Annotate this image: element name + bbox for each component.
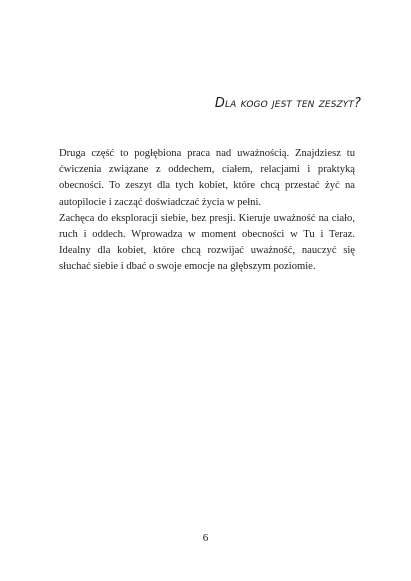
page-number: 6 [202,532,209,544]
body-text [59,146,355,276]
paragraph-2: Zachęca do eksploracji siebie, bez presji. Kieruje uważność na ciało, ruch i oddech. Wprowadza w moment obecności w Tu i Teraz. Idealny dla kobiet, które chcą rozwijać uważność, nauczyć się słuchać siebie i dbać o swoje emocje na głębszym poziomie. [59,212,355,273]
paragraph-1: Druga część to pogłębiona praca nad uważnością. Znajdziesz tu ćwiczenia związane z oddechem, ciałem, relacjami i praktyką obecności. To zeszyt dla tych kobiet, które chcą przestać żyć na autopilocie i zacząć doświadczać życia w pełni. [59,148,355,208]
section-heading: Dla kogo jest ten zeszyt? [214,96,361,111]
